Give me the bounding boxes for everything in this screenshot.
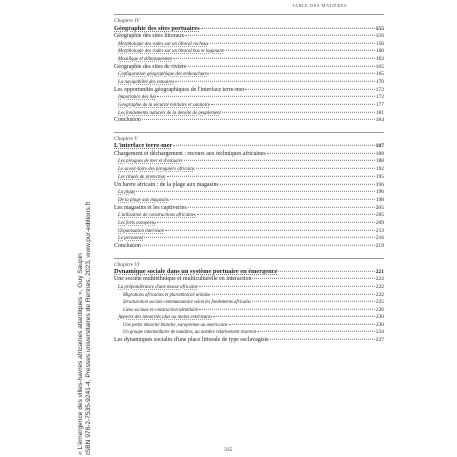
entry-page-number: 205 (375, 212, 384, 219)
entry-title: Géographie de la sécurité militaire et sanitaire (118, 102, 210, 108)
entry-title: Les dynamiques sociales d'une place littorale de type esclavagiste (114, 336, 269, 343)
dot-leader (210, 73, 375, 74)
toc-entry (114, 71, 384, 79)
entry-title: Chargement et déchargement : recours aux techniques africaines (114, 150, 266, 157)
toc-entry (114, 158, 384, 166)
entry-page-number: 160 (375, 48, 384, 55)
dot-leader (173, 58, 375, 59)
toc-entry (114, 117, 384, 125)
dot-leader (157, 222, 375, 223)
dot-leader (270, 339, 375, 340)
chapter-section (114, 14, 384, 125)
entry-page-number: 213 (375, 227, 384, 234)
dot-leader (220, 183, 375, 184)
entry-page-number: 165 (375, 63, 384, 70)
entry-page-number: 222 (375, 291, 384, 298)
running-head: TABLE DES MATIÈRES (291, 3, 347, 8)
toc-entry (114, 205, 384, 213)
dot-leader (245, 88, 374, 89)
toc-entry (114, 212, 384, 220)
copyright-side-note (77, 170, 92, 455)
dot-leader (185, 35, 374, 36)
toc-entry (114, 33, 384, 41)
entry-title: Liens sociaux et construction identitaire (123, 307, 199, 313)
chapter-title-entry (114, 268, 384, 276)
entry-title: Les fondements naturels de la densité de peuplement (118, 110, 221, 116)
entry-page-number: 195 (375, 173, 384, 180)
entry-page-number: 230 (375, 314, 384, 321)
entry-page-number: 196 (375, 181, 384, 188)
entry-title: Organisation intérieure (118, 228, 165, 234)
chapter-title-entry (114, 25, 384, 33)
toc-entry (114, 87, 384, 95)
entry-title: Configuration géographique des embouchures (118, 72, 209, 78)
dot-leader (199, 309, 375, 310)
dot-leader (142, 245, 375, 246)
entry-title: Une société multiethnique et multiculturelle en interaction (114, 276, 252, 283)
toc-entry (114, 166, 384, 174)
dot-leader (157, 96, 375, 97)
dot-leader (170, 199, 375, 200)
entry-page-number: 155 (375, 25, 384, 32)
entry-title: Les pirogues de mer et d'estuaire (118, 159, 183, 165)
toc-entry (114, 197, 384, 205)
entry-page-number: 184 (375, 117, 384, 124)
toc-entry (114, 337, 384, 345)
entry-page-number: 196 (375, 189, 384, 196)
entry-page-number: 198 (375, 196, 384, 203)
toc-entry (114, 220, 384, 228)
dot-leader (188, 65, 375, 66)
entry-page-number: 205 (375, 204, 384, 211)
entry-page-number: 222 (375, 276, 384, 283)
dot-leader (212, 294, 375, 295)
side-note-line-1: « L'émergence des villes-havres africaines atlantiques », Guy Saupin (77, 253, 84, 455)
table-of-contents (114, 14, 384, 345)
dot-leader (142, 119, 375, 120)
dot-leader (222, 111, 375, 112)
entry-title: Une petite minorité blanche, européenne ou américaine (123, 322, 228, 328)
toc-entry (114, 56, 384, 64)
entry-page-number: 221 (375, 269, 384, 276)
entry-page-number: 234 (375, 329, 384, 336)
entry-page-number: 163 (375, 55, 384, 62)
entry-title: Conclusion (114, 117, 141, 124)
entry-page-number: 177 (375, 101, 384, 108)
entry-title: L'utilisation de constructions africaines (118, 213, 196, 219)
dot-leader (197, 214, 375, 215)
dot-leader (175, 81, 375, 82)
entry-title: Migrations africaines et pluriethnicité urbaine (123, 292, 211, 298)
dot-leader (196, 168, 375, 169)
toc-entry (114, 307, 384, 315)
entry-title: Le savoir-faire des piroguiers africains (118, 167, 195, 173)
chapter-title-entry (114, 142, 384, 150)
entry-title: Apports des minorités plus ou moins extérieures (118, 315, 213, 321)
entry-page-number: 230 (375, 321, 384, 328)
entry-title: L'interface terre-mer (114, 142, 173, 150)
dot-leader (229, 324, 375, 325)
chapter-section (114, 132, 384, 251)
dot-leader (184, 160, 375, 161)
entry-title: De la plage aux magasins (118, 197, 169, 203)
chapter-label: Chapitre VI (114, 261, 140, 268)
toc-entry (114, 102, 384, 110)
entry-page-number: 172 (375, 86, 384, 93)
dot-leader (136, 191, 375, 192)
entry-title: Géographie des sites de rivière (114, 63, 187, 70)
toc-entry (114, 322, 384, 330)
dot-leader (188, 206, 375, 207)
dot-leader (201, 27, 375, 28)
dot-leader (226, 50, 375, 51)
entry-title: La prépondérance d'une masse africaine (118, 285, 198, 291)
toc-entry (114, 174, 384, 182)
dot-leader (167, 176, 375, 177)
entry-page-number: 222 (375, 284, 384, 291)
toc-entry (114, 243, 384, 251)
toc-entry (114, 110, 384, 118)
entry-page-number: 237 (375, 336, 384, 343)
entry-title: Conclusion (114, 242, 141, 249)
entry-page-number: 170 (375, 78, 384, 85)
toc-entry (114, 284, 384, 292)
entry-title: Importance des îles (118, 95, 157, 101)
entry-title: Un groupe intermédiaire de mulâtres, au nombre relativement restreint (123, 330, 257, 336)
entry-title: Les magasins et les captiveries (114, 204, 187, 211)
toc-entry (114, 292, 384, 300)
dot-leader (211, 104, 375, 105)
entry-title: Dynamique sociale dans un système portuaire en émergence (114, 268, 278, 276)
entry-title: Morphologie des rades sur un littoral rocheux (118, 41, 209, 47)
entry-page-number: 209 (375, 219, 384, 226)
chapter-label: Chapitre IV (114, 18, 140, 24)
entry-title: Les rituels de protection (118, 174, 166, 180)
entry-title: Morphologie des rades sur un littoral bas et lagunaire (118, 49, 225, 55)
entry-page-number: 156 (375, 32, 384, 39)
dot-leader (144, 237, 375, 238)
toc-entry (114, 189, 384, 197)
entry-title: Les forts européens (118, 220, 157, 226)
toc-entry (114, 314, 384, 322)
entry-title: Les opportunités géographiques de l'interface terre-mer (114, 86, 245, 93)
entry-page-number: 156 (375, 40, 384, 47)
toc-entry (114, 235, 384, 243)
entry-title: Structuration sociale communautaire selon les fondements africains (123, 300, 251, 306)
toc-entry (114, 299, 384, 307)
entry-page-number: 172 (375, 94, 384, 101)
dot-leader (257, 331, 375, 332)
entry-title: La plage (118, 190, 136, 196)
dot-leader (210, 42, 375, 43)
dot-leader (278, 271, 374, 272)
toc-entry (114, 151, 384, 159)
toc-entry (114, 329, 384, 337)
chapter-label: Chapitre V (114, 135, 138, 142)
dot-leader (165, 229, 375, 230)
toc-entry (114, 64, 384, 72)
entry-page-number: 216 (375, 235, 384, 242)
entry-page-number: 219 (375, 242, 384, 249)
entry-title: Le personnel (118, 236, 144, 242)
toc-entry (114, 41, 384, 49)
entry-page-number: 187 (375, 143, 384, 150)
entry-page-number: 192 (375, 166, 384, 173)
entry-title: Un havre africain : de la plage aux magasins (114, 181, 219, 188)
toc-entry (114, 48, 384, 56)
dot-leader (252, 278, 374, 279)
page-number: 335 (224, 447, 233, 453)
entry-page-number: 181 (375, 109, 384, 116)
entry-title: Mouillage et débarquement (118, 56, 172, 62)
toc-entry (114, 182, 384, 190)
dot-leader (213, 316, 375, 317)
entry-page-number: 188 (375, 158, 384, 165)
entry-title: Géographie des sites portuaires (114, 24, 200, 32)
chapter-section (114, 258, 384, 345)
dot-leader (173, 145, 374, 146)
side-note-line-2: ISBN 978-2-7535-9241-4, Presses universitaires de Rennes, 2023, www.pur-editions.fr (84, 201, 92, 455)
toc-entry (114, 228, 384, 236)
entry-title: La navigabilité des estuaires (118, 79, 175, 85)
entry-page-number: 165 (375, 71, 384, 78)
entry-page-number: 225 (375, 299, 384, 306)
entry-page-number: 226 (375, 306, 384, 313)
entry-title: Géographie des sites littoraux (114, 32, 185, 39)
entry-page-number: 188 (375, 150, 384, 157)
toc-entry (114, 79, 384, 87)
toc-entry (114, 276, 384, 284)
toc-entry (114, 94, 384, 102)
dot-leader (252, 301, 375, 302)
dot-leader (267, 153, 375, 154)
dot-leader (199, 286, 375, 287)
